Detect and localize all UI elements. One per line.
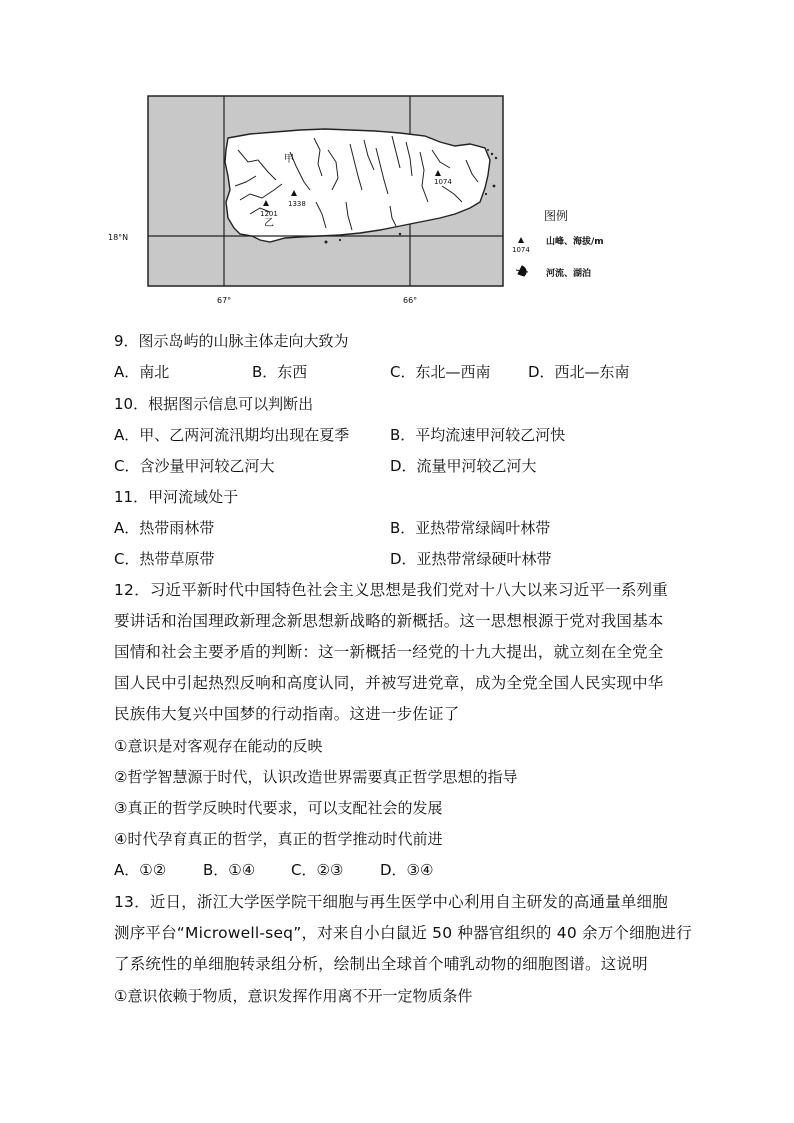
question-10-option-a: A．甲、乙两河流汛期均出现在夏季 xyxy=(114,426,350,444)
question-10-stem: 10．根据图示信息可以判断出 xyxy=(114,395,314,413)
question-12-statement-2: ②哲学智慧源于时代，认识改造世界需要真正哲学思想的指导 xyxy=(114,768,518,786)
question-9-stem: 9．图示岛屿的山脉主体走向大致为 xyxy=(114,332,349,350)
question-11-stem: 11．甲河流域处于 xyxy=(114,488,239,506)
legend-title: 图例 xyxy=(544,209,569,223)
question-12-statement-1: ①意识是对客观存在能动的反映 xyxy=(114,737,323,755)
question-13-line-1: 13．近日，浙江大学医学院干细胞与再生医学中心利用自主研发的高通量单细胞 xyxy=(114,893,668,911)
peak-elevation-3: 1074 xyxy=(434,178,452,186)
island-map-figure xyxy=(100,90,660,315)
question-12-line-3: 国情和社会主要矛盾的判断：这一新概括一经党的十九大提出，就立刻在全党全 xyxy=(114,643,664,661)
question-13-statement-1: ①意识依赖于物质，意识发挥作用离不开一定物质条件 xyxy=(114,987,473,1005)
legend-river-text: 河流、湖泊 xyxy=(546,269,592,279)
question-9-option-d: D．西北—东南 xyxy=(528,363,630,381)
question-12-line-1: 12．习近平新时代中国特色社会主义思想是我们党对十八大以来习近平一系列重 xyxy=(114,581,668,599)
question-9-option-a: A．南北 xyxy=(114,363,170,381)
question-11-option-b: B．亚热带常绿阔叶林带 xyxy=(390,519,551,537)
label-yi: 乙 xyxy=(264,218,274,229)
longitude-label-right: 66° xyxy=(403,296,418,305)
question-12-option-b: B．①④ xyxy=(203,861,256,879)
question-11-option-a: A．热带雨林带 xyxy=(114,519,215,537)
question-12-line-4: 国人民中引起热烈反响和高度认同，并被写进党章，成为全党全国人民实现中华 xyxy=(114,674,664,692)
legend-peak-value: 1074 xyxy=(512,246,530,254)
question-13-line-2: 测序平台“Microwell-seq”，对来自小白鼠近 50 种器官组织的 40 余万个细胞进行 xyxy=(114,924,692,942)
question-12-line-5: 民族伟大复兴中国梦的行动指南。这进一步佐证了 xyxy=(114,705,460,723)
question-13-line-3: 了系统性的单细胞转录组分析，绘制出全球首个哺乳动物的细胞图谱。这说明 xyxy=(114,955,648,973)
question-11-option-c: C．热带草原带 xyxy=(114,550,215,568)
peak-elevation-1: 1338 xyxy=(288,200,306,208)
question-12-option-c: C．②③ xyxy=(291,861,344,879)
island-map xyxy=(100,90,660,315)
legend-peak-icon xyxy=(518,237,524,243)
question-12-option-a: A．①② xyxy=(114,861,167,879)
question-12-statement-3: ③真正的哲学反映时代要求，可以支配社会的发展 xyxy=(114,799,443,817)
latitude-label: 18°N xyxy=(108,233,129,242)
question-10-option-b: B．平均流速甲河较乙河快 xyxy=(390,426,566,444)
longitude-label-left: 67° xyxy=(217,296,232,305)
question-9-option-b: B．东西 xyxy=(252,363,308,381)
peak-elevation-2: 1201 xyxy=(260,210,278,218)
question-9-option-c: C．东北—西南 xyxy=(390,363,491,381)
question-12-option-d: D．③④ xyxy=(380,861,434,879)
label-jia: 甲 xyxy=(284,154,294,165)
legend-peak-text: 山峰、海拔/m xyxy=(546,237,604,247)
question-10-option-c: C．含沙量甲河较乙河大 xyxy=(114,457,275,475)
question-12-line-2: 要讲话和治国理政新理念新思想新战略的新概括。这一思想根源于党对我国基本 xyxy=(114,612,664,630)
legend-river-icon xyxy=(516,266,528,276)
question-12-statement-4: ④时代孕育真正的哲学，真正的哲学推动时代前进 xyxy=(114,830,443,848)
question-11-option-d: D．亚热带常绿硬叶林带 xyxy=(390,550,552,568)
question-10-option-d: D．流量甲河较乙河大 xyxy=(390,457,537,475)
